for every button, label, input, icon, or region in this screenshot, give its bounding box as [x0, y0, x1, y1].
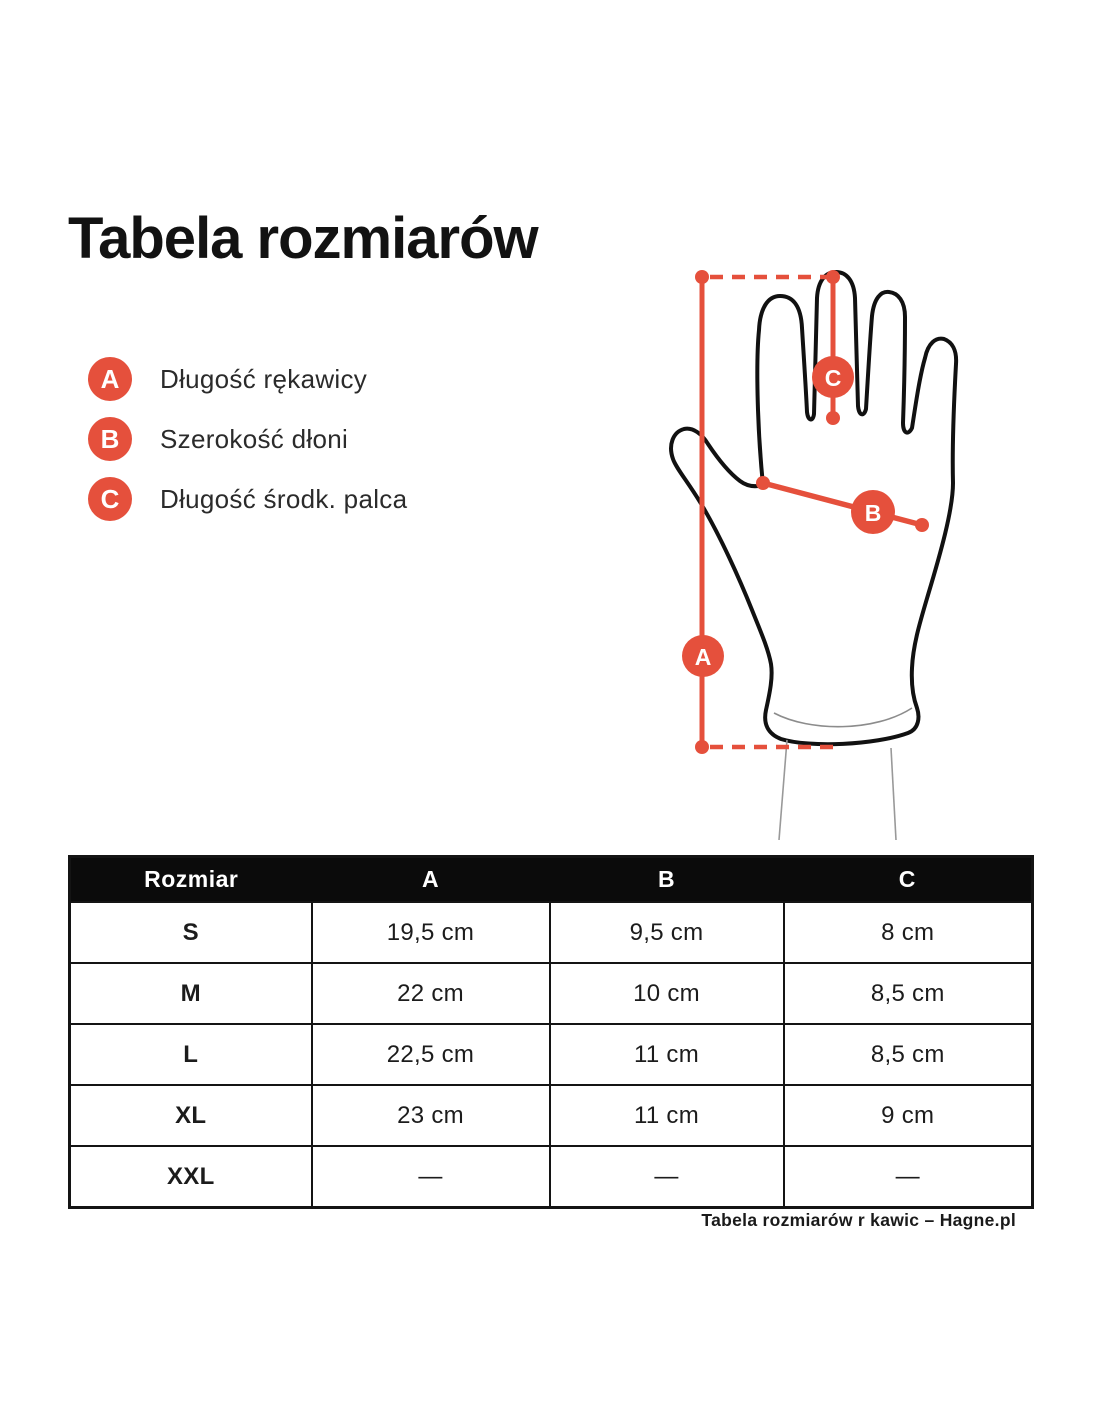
- size-label: M: [70, 963, 312, 1024]
- page-title: Tabela rozmiarów: [68, 206, 538, 271]
- legend-label-c: Długość środk. palca: [160, 483, 408, 514]
- dot-a-bottom: [695, 740, 709, 754]
- column-header-c: C: [784, 857, 1033, 903]
- value-c: 9 cm: [784, 1085, 1033, 1146]
- value-b: 9,5 cm: [550, 902, 784, 963]
- table-row-l: [70, 1024, 1033, 1085]
- value-b: 11 cm: [550, 1085, 784, 1146]
- legend-label-a: Długość rękawicy: [160, 363, 368, 394]
- size-label: S: [70, 902, 312, 963]
- value-a: 19,5 cm: [312, 902, 550, 963]
- glove-diagram-illustration: [640, 240, 1060, 840]
- size-label: L: [70, 1024, 312, 1085]
- marker-a-badge: A: [88, 357, 132, 401]
- table-row-m: [70, 963, 1033, 1024]
- wrist-line-left: [779, 740, 787, 840]
- value-b: 10 cm: [550, 963, 784, 1024]
- table-row-xxl: [70, 1146, 1033, 1208]
- dot-a-top: [695, 270, 709, 284]
- column-header-a: A: [312, 857, 550, 903]
- table-row-s: [70, 902, 1033, 963]
- value-c: —: [784, 1146, 1033, 1208]
- value-c: 8 cm: [784, 902, 1033, 963]
- marker-c-badge: C: [88, 477, 132, 521]
- legend-label-b: Szerokość dłoni: [160, 423, 349, 454]
- marker-b: [851, 490, 895, 534]
- dot-c-top: [826, 270, 840, 284]
- dot-c-bottom: [826, 411, 840, 425]
- dot-b-left: [756, 476, 770, 490]
- size-table: [68, 855, 1034, 1209]
- marker-c: [812, 356, 854, 398]
- size-table-header-row: [70, 857, 1033, 903]
- footer-caption: Tabela rozmiarów r kawic – Hagne.pl: [701, 1210, 1016, 1230]
- table-row-xl: [70, 1085, 1033, 1146]
- marker-b-badge: B: [88, 417, 132, 461]
- value-b: —: [550, 1146, 784, 1208]
- value-b: 11 cm: [550, 1024, 784, 1085]
- column-header-b: B: [550, 857, 784, 903]
- marker-c-letter: C: [824, 365, 842, 391]
- value-a: —: [312, 1146, 550, 1208]
- size-label: XL: [70, 1085, 312, 1146]
- column-header-rozmiar: Rozmiar: [70, 857, 312, 903]
- size-label: XXL: [70, 1146, 312, 1208]
- marker-b-letter: B: [864, 500, 882, 526]
- value-c: 8,5 cm: [784, 1024, 1033, 1085]
- value-a: 22,5 cm: [312, 1024, 550, 1085]
- marker-a-letter: A: [694, 644, 712, 670]
- value-a: 23 cm: [312, 1085, 550, 1146]
- value-a: 22 cm: [312, 963, 550, 1024]
- marker-a: [682, 635, 724, 677]
- value-c: 8,5 cm: [784, 963, 1033, 1024]
- wrist-line-right: [891, 748, 896, 840]
- legend-item-a: [88, 357, 367, 401]
- legend-item-c: [88, 477, 407, 521]
- legend-item-b: [88, 417, 348, 461]
- dot-b-right: [915, 518, 929, 532]
